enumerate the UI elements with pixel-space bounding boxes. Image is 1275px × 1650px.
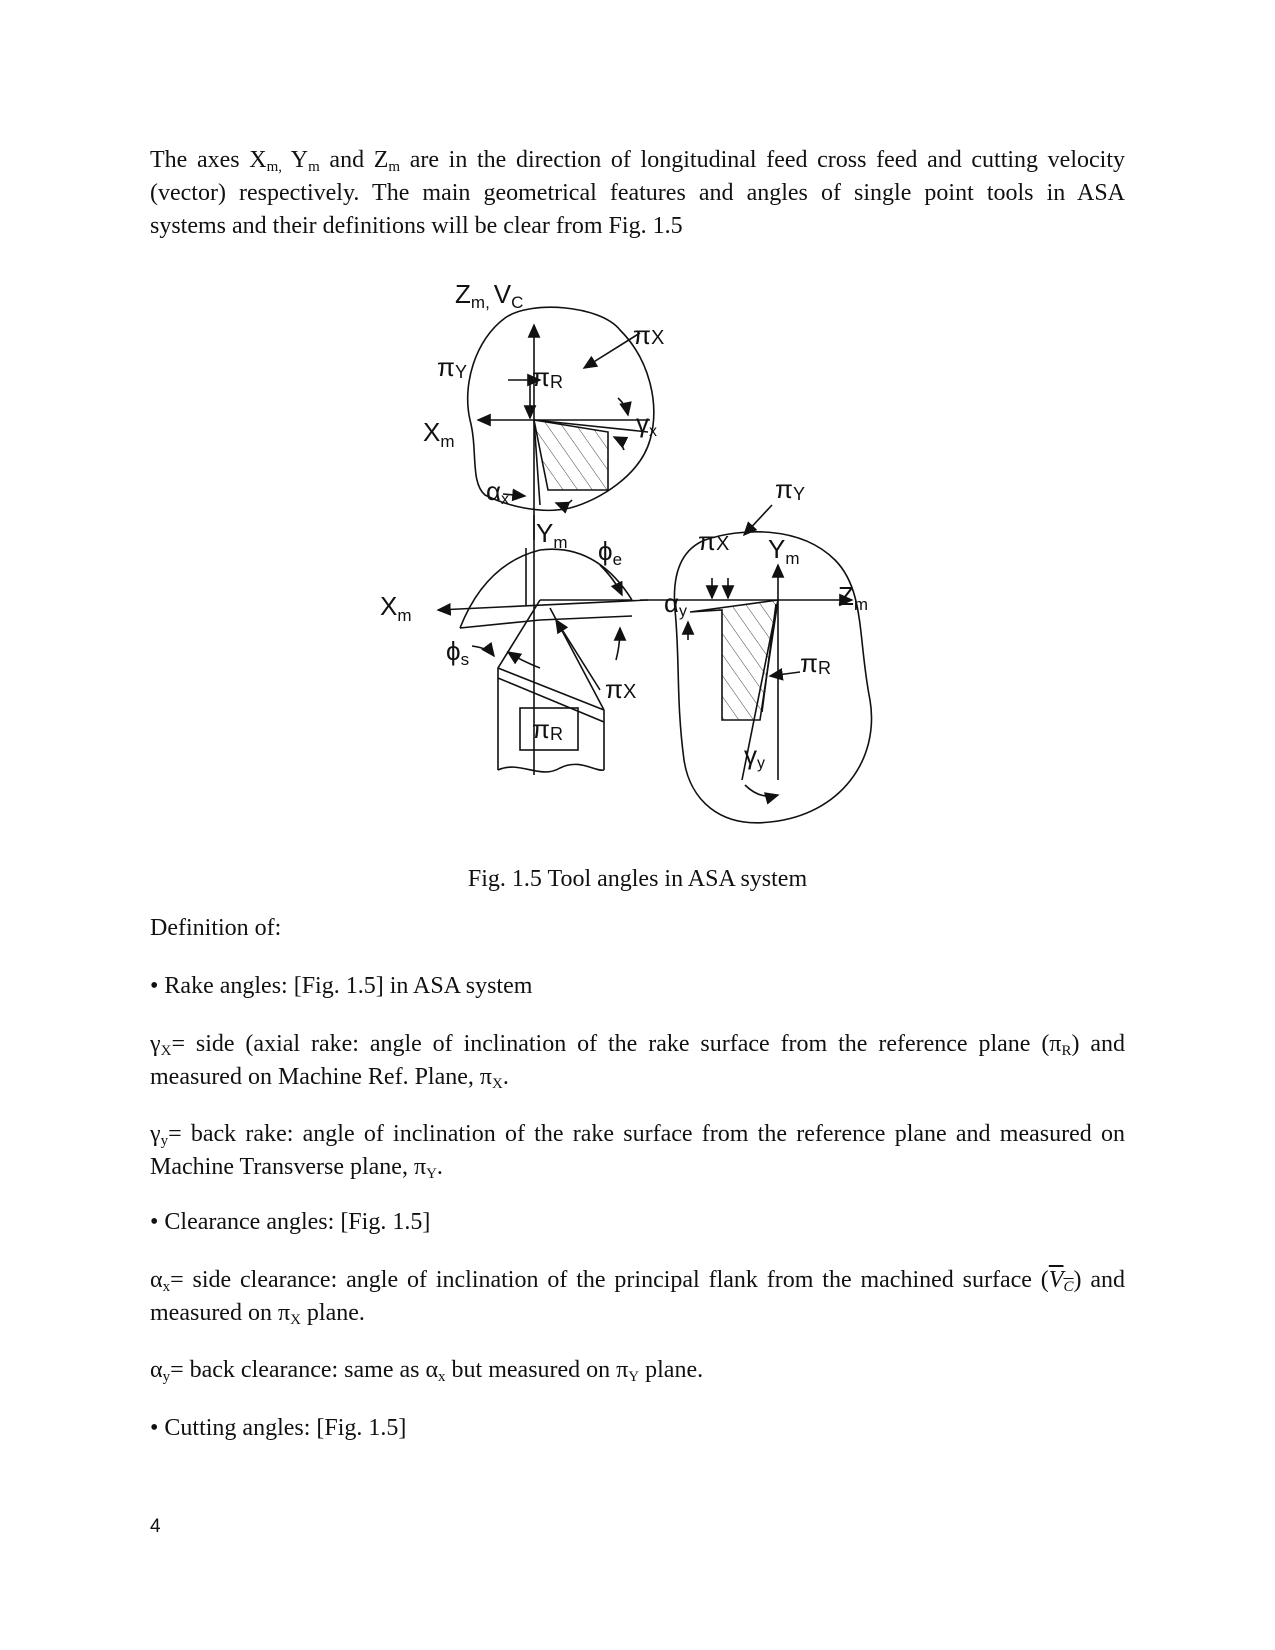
- label-phi-s: ϕs: [446, 636, 470, 669]
- label-pi-x-right: πX: [698, 526, 730, 556]
- label-zm-vc: Zm, VC: [455, 279, 524, 312]
- label-pi-r-right: πR: [800, 648, 831, 678]
- label-pi-r-top: πR: [532, 362, 563, 392]
- label-alpha-x: αx: [486, 476, 510, 508]
- clearance-bullet: • Clearance angles: [Fig. 1.5]: [150, 1209, 431, 1235]
- definition-heading: Definition of:: [150, 915, 282, 941]
- label-pi-y-right: πY: [775, 474, 805, 504]
- side-view-boundary: [674, 532, 871, 823]
- label-gamma-y: γy: [744, 740, 765, 772]
- cutting-bullet: • Cutting angles: [Fig. 1.5]: [150, 1415, 407, 1441]
- label-zm-right: Zm: [838, 581, 869, 614]
- gamma-y-definition: $\gamma_y=$ back rake: angle of inclination of the rake surface from the reference plane and measured on Machine Transverse plane, $\pi_Y$.: [150, 1121, 1125, 1182]
- label-gamma-x: γx: [636, 408, 657, 440]
- alpha-y-definition: $\alpha_y=$ back clearance: same as $\alpha_x$ but measured on $\pi_Y$ plane.: [150, 1357, 704, 1385]
- intro-line-3: systems and their definitions will be clear from Fig. 1.5: [150, 213, 683, 239]
- label-phi-e: ϕe: [598, 536, 623, 569]
- label-pi-r-box: πR: [532, 714, 563, 744]
- alpha-x-definition: $\alpha_x=$ side clearance: angle of inclination of the principal flank from the machined surface $(\overline{V}_{\overline{C}})$ and measured on $\pi_X$ plane.: [150, 1267, 1125, 1328]
- intro-line-1: The axes $X_{m,}$ $Y_m$ and $Z_m$ are in the direction of longitudinal feed cross feed and cutting velocity: [150, 147, 1125, 175]
- label-pi-y-top: πY: [437, 352, 467, 382]
- xm-axis-bottom: [438, 600, 648, 610]
- label-xm-top: $X_m$: [423, 417, 455, 451]
- label-ym-right: $Y_m$: [768, 534, 800, 568]
- label-pi-x-mid: πX: [605, 674, 637, 704]
- label-pi-x-top: πX: [633, 320, 665, 350]
- figure-caption: Fig. 1.5 Tool angles in ASA system: [467, 866, 808, 892]
- page-number: 4: [150, 1516, 161, 1537]
- rake-bullet: • Rake angles: [Fig. 1.5] in ASA system: [150, 973, 533, 999]
- label-alpha-y: αy: [664, 588, 688, 620]
- label-xm-bottom: $X_m$: [380, 591, 412, 625]
- label-ym-mid: $Y_m$: [536, 518, 568, 552]
- intro-line-2: (vector) respectively. The main geometrical features and angles of single point tools in ASA: [150, 180, 1125, 206]
- gamma-x-definition: $\gamma_X=$ side (axial rake: angle of inclination of the rake surface from the reference plane $(\pi_R)$ and measured on Machine Ref. Plane, $\pi_X$.: [150, 1031, 1125, 1092]
